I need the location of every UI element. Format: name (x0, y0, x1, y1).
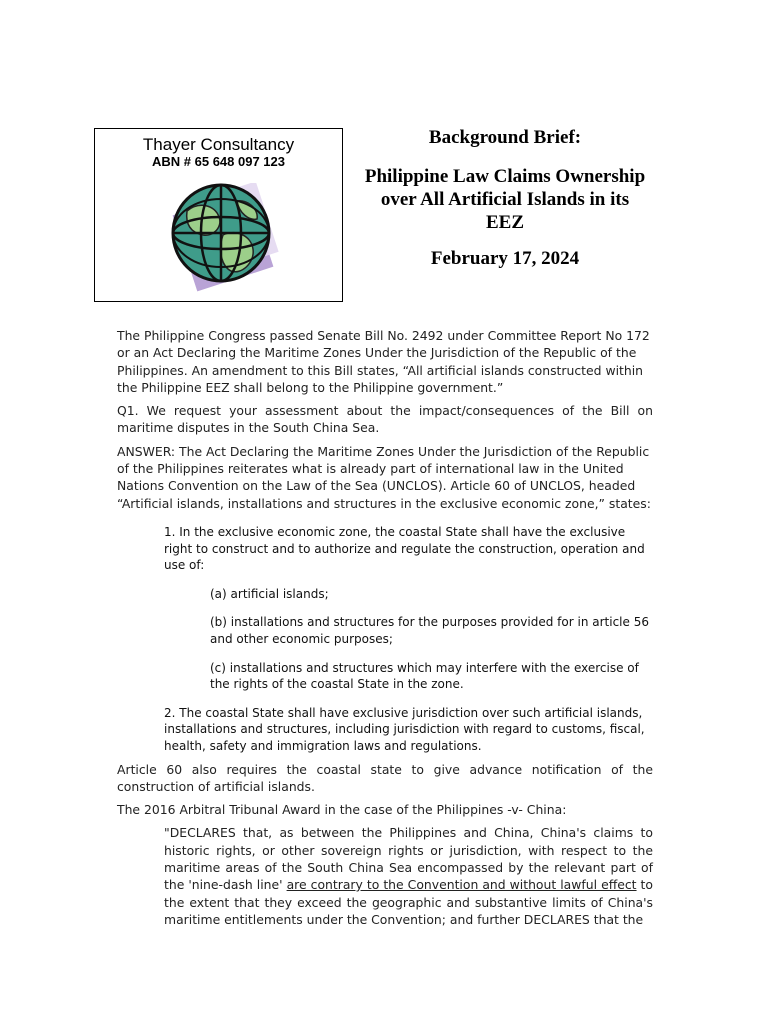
globe-icon (165, 183, 285, 298)
unclos-clause-1: 1. In the exclusive economic zone, the coastal State shall have the exclusive right to construct and to authorize and regulate the construction, operation and use of: (164, 524, 645, 573)
brief-title: Philippine Law Claims Ownership over All Artificial Islands in its EEZ (364, 166, 646, 233)
award-quote (164, 824, 653, 928)
award-quote-end: to the extent that they exceed the geographic and substantive limits of China's maritime entitlements under the Convention; and further DECLARES that the (164, 877, 654, 927)
brief-label: Background Brief: (428, 127, 582, 148)
company-abn: ABN # 65 648 097 123 (152, 154, 285, 169)
unclos-clause-1a: (a) artificial islands; (210, 586, 329, 601)
unclos-clause-2: 2. The coastal State shall have exclusive jurisdiction over such artificial islands, installations and structures, including jurisdiction with regard to customs, fiscal, health, safety and immigration laws and regulations. (164, 705, 645, 753)
award-quote-underlined: are contrary to the Convention and without lawful effect (286, 877, 637, 893)
award-intro-paragraph: The 2016 Arbitral Tribunal Award in the case of the Philippines -v- China: (117, 802, 567, 818)
question-paragraph: Q1. We request your assessment about the impact/consequences of the Bill on maritime disputes in the South China Sea. (117, 403, 653, 436)
unclos-clause-1c: (c) installations and structures which may interfere with the exercise of the rights of the coastal State in the zone. (210, 660, 639, 692)
award-quote-start: "DECLARES that, as between the Philippines and China, China's claims to historic rights, or other sovereign rights or jurisdiction, with respect to the maritime areas of the South China Sea encompassed by the relevant part of the 'nine-dash line' (164, 825, 653, 893)
company-name: Thayer Consultancy (142, 135, 295, 154)
intro-paragraph: The Philippine Congress passed Senate Bill No. 2492 under Committee Report No 172 or an Act Declaring the Maritime Zones Under the Jurisdiction of the Republic of the Philippines. An amendment to this Bill states, “All artificial islands constructed within the Philippine EEZ shall belong to the Philippine government.” (117, 328, 650, 395)
answer-paragraph: ANSWER: The Act Declaring the Maritime Zones Under the Jurisdiction of the Republic of the Philippines reiterates what is already part of international law in the United Nations Convention on the Law of the Sea (UNCLOS). Article 60 of UNCLOS, headed “Artificial islands, installations and structures in the exclusive economic zone,” states: (117, 443, 651, 511)
brief-date: February 17, 2024 (430, 248, 580, 269)
article60-paragraph: Article 60 also requires the coastal state to give advance notification of the construction of artificial islands. (117, 761, 653, 794)
logo-box (94, 128, 343, 302)
document-body (117, 327, 653, 934)
unclos-clause-1b: (b) installations and structures for the purposes provided for in article 56 and other economic purposes; (210, 615, 649, 646)
